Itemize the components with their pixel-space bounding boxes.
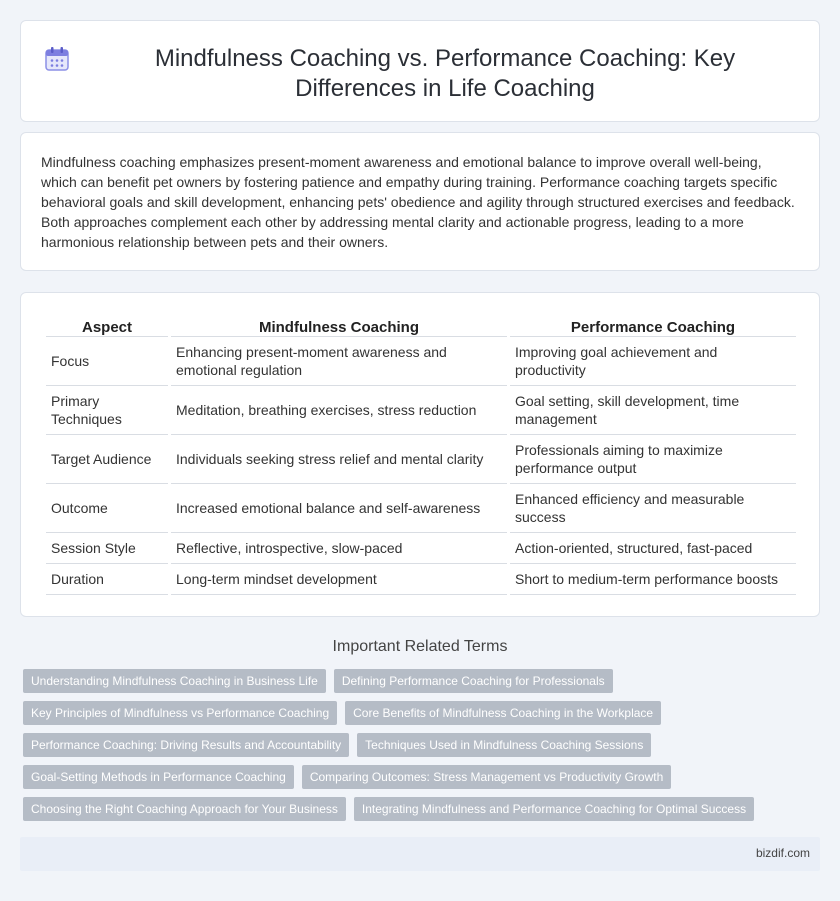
- table-cell: Session Style: [46, 533, 168, 564]
- related-term-tag[interactable]: Choosing the Right Coaching Approach for Your Business: [23, 797, 346, 821]
- header-performance: Performance Coaching: [510, 315, 796, 337]
- table-cell: Primary Techniques: [46, 386, 168, 435]
- table-cell: Focus: [46, 337, 168, 386]
- related-term-tag[interactable]: Defining Performance Coaching for Professionals: [334, 669, 613, 693]
- related-term-tag[interactable]: Core Benefits of Mindfulness Coaching in the Workplace: [345, 701, 661, 725]
- table-row: [46, 564, 796, 595]
- footer: [20, 837, 820, 871]
- table-cell: Long-term mindset development: [171, 564, 507, 595]
- comparison-table: [43, 315, 799, 595]
- table-cell: Meditation, breathing exercises, stress reduction: [171, 386, 507, 435]
- table-cell: Improving goal achievement and productivity: [510, 337, 796, 386]
- table-cell: Professionals aiming to maximize performance output: [510, 435, 796, 484]
- comparison-table-card: [20, 292, 820, 617]
- table-cell: Enhancing present-moment awareness and emotional regulation: [171, 337, 507, 386]
- table-row: [46, 533, 796, 564]
- table-cell: Individuals seeking stress relief and mental clarity: [171, 435, 507, 484]
- related-term-tag[interactable]: Understanding Mindfulness Coaching in Business Life: [23, 669, 326, 693]
- header-mindfulness: Mindfulness Coaching: [171, 315, 507, 337]
- table-header-row: [46, 315, 796, 337]
- related-term-tag[interactable]: Key Principles of Mindfulness vs Performance Coaching: [23, 701, 337, 725]
- intro-card: [20, 132, 820, 271]
- related-term-tag[interactable]: Performance Coaching: Driving Results and Accountability: [23, 733, 349, 757]
- table-cell: Increased emotional balance and self-awareness: [171, 484, 507, 533]
- title-card: [20, 20, 820, 122]
- related-term-tag[interactable]: Comparing Outcomes: Stress Management vs Productivity Growth: [302, 765, 671, 789]
- related-term-tag[interactable]: Goal-Setting Methods in Performance Coaching: [23, 765, 294, 789]
- table-cell: Outcome: [46, 484, 168, 533]
- footer-site-link[interactable]: bizdif.com: [755, 846, 810, 860]
- table-cell: Enhanced efficiency and measurable success: [510, 484, 796, 533]
- table-cell: Short to medium-term performance boosts: [510, 564, 796, 595]
- related-terms-heading: Important Related Terms: [332, 638, 508, 655]
- related-term-tag[interactable]: Integrating Mindfulness and Performance Coaching for Optimal Success: [354, 797, 754, 821]
- table-cell: Reflective, introspective, slow-paced: [171, 533, 507, 564]
- table-cell: Target Audience: [46, 435, 168, 484]
- intro-paragraph: Mindfulness coaching emphasizes present-moment awareness and emotional balance to improve overall well-being, which can benefit pet owners by fostering patience and empathy during training. Performance coaching targets specific behavioral goals and skill development, enhancing pets' obedience and agility through structured exercises and feedback. Both approaches complement each other by addressing mental clarity and actionable progress, leading to a more harmonious relationship between pets and their owners.: [41, 154, 795, 250]
- table-row: [46, 337, 796, 386]
- table-row: [46, 435, 796, 484]
- related-term-tag[interactable]: Techniques Used in Mindfulness Coaching Sessions: [357, 733, 651, 757]
- page-title: Mindfulness Coaching vs. Performance Coaching: Key Differences in Life Coaching: [154, 45, 736, 102]
- table-cell: Duration: [46, 564, 168, 595]
- table-row: [46, 386, 796, 435]
- table-cell: Action-oriented, structured, fast-paced: [510, 533, 796, 564]
- table-cell: Goal setting, skill development, time management: [510, 386, 796, 435]
- related-terms-list: [23, 669, 813, 829]
- table-row: [46, 484, 796, 533]
- header-aspect: Aspect: [46, 315, 168, 337]
